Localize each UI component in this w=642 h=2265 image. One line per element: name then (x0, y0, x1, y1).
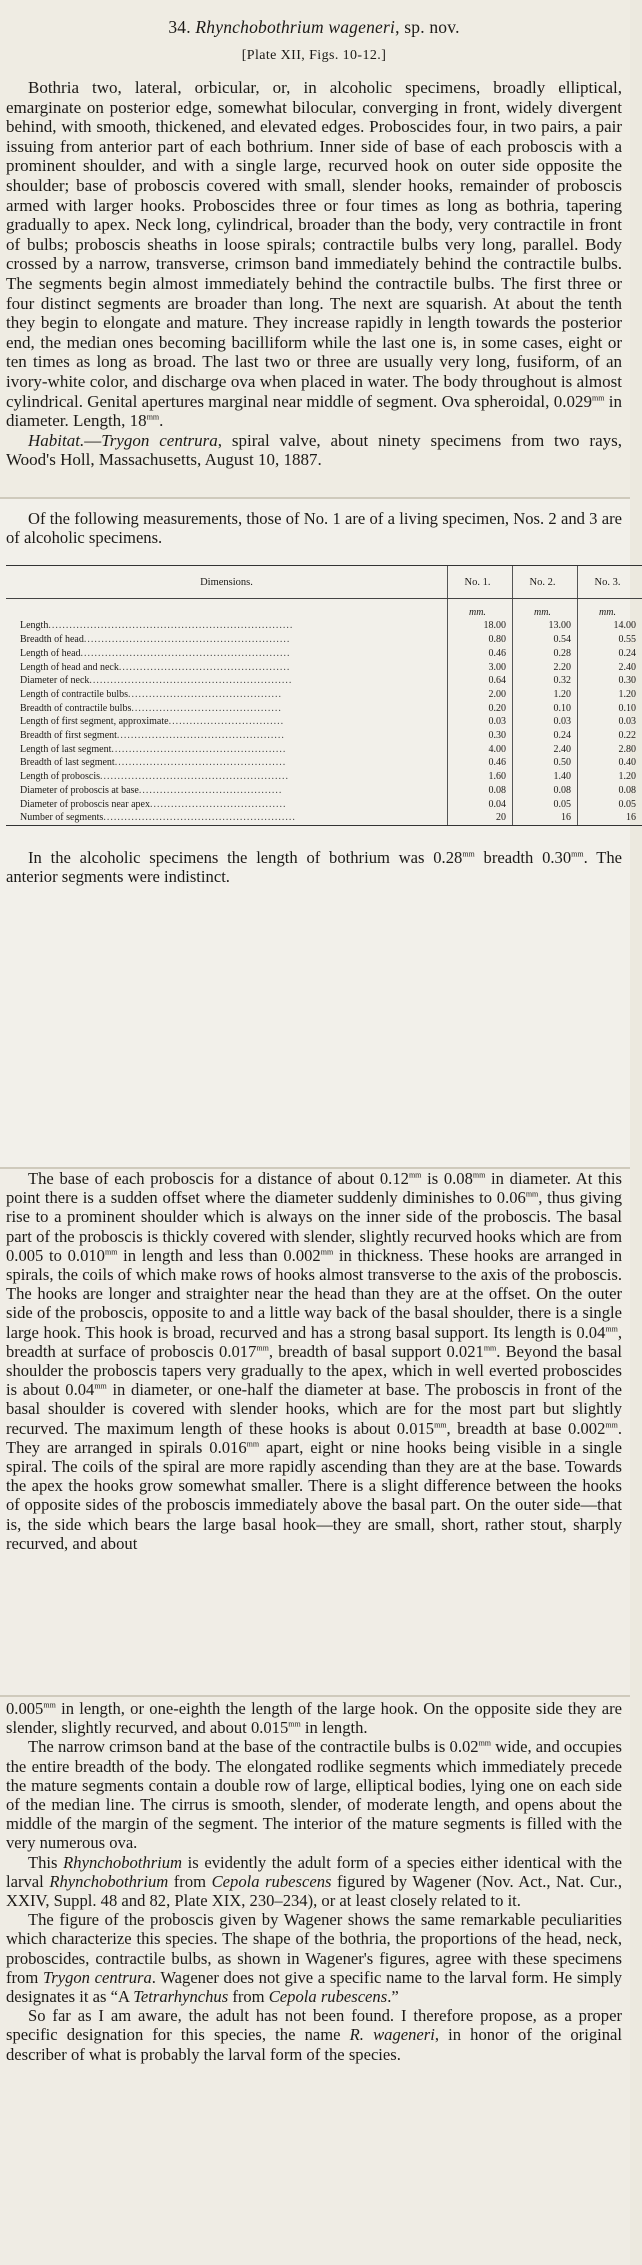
unit-mm: mm (94, 1381, 107, 1391)
table-row (6, 619, 642, 633)
text-run: from (228, 1987, 269, 2007)
row-label-text: Number of segments (20, 812, 104, 824)
text-run: in length and less than 0.002 (117, 1245, 321, 1265)
measurements-table (6, 565, 642, 826)
row-label (6, 798, 447, 812)
unit-mm: mm (571, 849, 584, 859)
text-run: So far as I am aware, the adult has not been found. I therefore propose, as a proper specific designation for this species, the name (6, 2006, 622, 2045)
title-number: 34. (168, 17, 196, 37)
value-cell: 0.46 (447, 756, 512, 770)
text-run: figured by Wagener (Nov. Act., Nat. Cur., XXIV, Suppl. 48 and 82, Plate XIX, 230–234), or at least closely related to it. (6, 1871, 622, 1911)
species-description-section (0, 0, 630, 497)
value-cell: 0.80 (447, 633, 512, 647)
habitat-dash: — (84, 430, 102, 450)
table-body (6, 599, 642, 826)
text-run: in diameter. At this point there is a sudden offset where the diameter suddenly diminishes to 0.06 (6, 1169, 623, 1208)
row-label-text: Length (20, 620, 49, 632)
value-cell: 13.00 (512, 619, 577, 633)
note-text: In the alcoholic specimens the length of bothrium was 0.28 (28, 847, 463, 867)
genus-name: Rhynchobothrium (63, 1852, 183, 1872)
unit-mm: mm (320, 1247, 334, 1257)
column-header: Dimensions. (6, 566, 447, 599)
table-row (6, 633, 642, 647)
row-label-text: Length of contractile bulbs (20, 688, 129, 700)
leader-dots: ....................................... (149, 798, 287, 810)
row-label-text: Breadth of head (20, 634, 84, 646)
text-run: in length, or one-eighth the length of the large hook. On the opposite side they are slender, slightly recurved, and about 0.015 (6, 1699, 622, 1738)
row-label (6, 661, 447, 675)
column-header: No. 3. (577, 566, 642, 599)
row-label (6, 811, 447, 825)
value-cell: 16 (577, 811, 642, 825)
row-label-text: Breadth of last segment (20, 757, 115, 769)
host-name: Cepola rubescens (211, 1871, 332, 1891)
row-label (6, 743, 447, 757)
table-row (6, 661, 642, 675)
unit-mm: mm (591, 392, 605, 402)
text-run: . They are arranged in spirals 0.016 (6, 1418, 622, 1457)
value-cell: 2.40 (512, 743, 577, 757)
table-row (6, 647, 642, 661)
value-cell: 0.28 (512, 647, 577, 661)
leader-dots: ......................................... (138, 784, 283, 796)
description-paragraph: Bothria two, lateral, orbicular, or, in alcoholic specimens, broadly elliptical, emarginate on posterior edge, somewhat bilocular, converging in front, widely divergent behind, with smooth, thickened, and elevated edges. Proboscides four, in two pairs, a pair issuing from anterior part of each bothrium. Inner side of base of each proboscis with a prominent shoulder, and with a single large, recurved hook on outer side opposite the shoulder; base of proboscis covered with small, slender hooks, remainder of proboscis armed with larger hooks. Proboscides three or four times as long as bothria, tapering gradually to apex. Neck long, cylindrical, broader than the body, very contractile in front of bulbs; proboscis sheaths in loose spirals; contractile bulbs very long, parallel. Body crossed by a narrow, transverse, crimson band immediately behind the contractile bulbs. The segments begin almost immediately behind the contractile bulbs. The first three or four distinct segments are broader than long. The next are squarish. At about the tenth they begin to elongate and mature. They increase rapidly in length towards the posterior end, the median ones becoming bacilliform while the last one is, in some cases, eight or ten times as long as broad. The last two or three are usually very long, fusiform, of an ivory-white color, and discharge ova when placed in water. The body throughout is almost cylindrical. Genital apertures marginal near middle of segment. Ova spheroidal, $0.029^{mm}$ in diameter. Length, $18^{mm}$. (6, 78, 622, 431)
value-cell: 0.04 (447, 798, 512, 812)
value-cell: 0.10 (577, 702, 642, 716)
unit-cell: mm. (512, 599, 577, 620)
value-cell: 0.03 (577, 715, 642, 729)
row-label (6, 770, 447, 784)
value-cell: 2.00 (447, 688, 512, 702)
table-row (6, 743, 642, 757)
value-cell: 0.32 (512, 674, 577, 688)
text-run: The figure of the proboscis given by Wagener shows the same remarkable peculiarities which characterize this species. The shape of the bothria, the proportions of the head, neck, proboscides, contractile bulbs, as shown in Wagener's figures, agree with these specimens from (6, 1910, 622, 1987)
value-cell: 2.20 (512, 661, 577, 675)
text-run: , thus giving rise to a prominent shoulder which is always on the inner side of the proboscis. The basal part of the proboscis is thickly covered with slender, slightly recurved hooks which are from 0.005 to 0.010 (6, 1188, 622, 1265)
measurements-intro: Of the following measurements, those of No. 1 are of a living specimen, Nos. 2 and 3 are of alcoholic specimens. (6, 509, 622, 548)
title-species-name: Rhynchobothrium wageneri (195, 17, 396, 37)
unit-mm: mm (605, 1420, 618, 1430)
row-label (6, 619, 447, 633)
naming-paragraph (6, 2006, 622, 2064)
title-suffix: , sp. nov. (395, 17, 460, 37)
species-title (6, 16, 622, 38)
text-run: apart, eight or nine hooks being visible in a single spiral. The coils of the spiral are more rapidly ascending than they are at the base. Towards the apex the hooks grow somewhat smaller. There is a slight difference between the hooks of opposite sides of the proboscis immediately above the basal part. On the outer side—that is, the side which bears the large basal hook—they are small, short, rather stout, sharply recurved, and about (6, 1437, 622, 1553)
row-label-text: Length of head (20, 647, 81, 659)
text-run: .” (387, 1987, 399, 2007)
wagener-figure-paragraph (6, 1910, 622, 2006)
text-run: , breadth of basal support 0.021 (268, 1341, 484, 1361)
value-cell: 2.40 (577, 661, 642, 675)
value-cell: 0.50 (512, 756, 577, 770)
column-header: No. 1. (447, 566, 512, 599)
row-label (6, 702, 447, 716)
leader-dots: ............................................................ (80, 647, 291, 659)
value-cell: 0.10 (512, 702, 577, 716)
value-cell: 0.30 (447, 729, 512, 743)
value-cell: 14.00 (577, 619, 642, 633)
unit-mm: mm (256, 1343, 269, 1353)
value-cell: 0.24 (512, 729, 577, 743)
units-row (6, 599, 642, 620)
table-row (6, 674, 642, 688)
row-label (6, 688, 447, 702)
unit-mm: mm (434, 1420, 447, 1430)
column-header: No. 2. (512, 566, 577, 599)
text-run: , breadth at surface of proboscis 0.017 (6, 1322, 622, 1361)
table-row (6, 784, 642, 798)
unit-mm: mm (288, 1719, 301, 1729)
value-cell: 1.60 (447, 770, 512, 784)
text-run: in thickness. These hooks are arranged in spirals, the coils of which make rows of hooks almost transverse to the axis of the proboscis. The hooks are longer and straighter near the head than they are at the offset. On the outer side of the proboscis, opposite to and a little way back of the basal shoulder, there is a single large hook. This hook is broad, recurved and has a strong basal support. Its length is 0.04 (6, 1245, 622, 1342)
proboscis-paragraph (6, 1169, 622, 1553)
row-label-text: Length of last segment (20, 743, 112, 755)
value-cell: 0.46 (447, 647, 512, 661)
species-name: R. wageneri (349, 2025, 435, 2045)
table-row (6, 798, 642, 812)
proboscis-section (0, 1169, 630, 1695)
row-label-text: Breadth of contractile bulbs (20, 702, 132, 714)
value-cell: 0.03 (512, 715, 577, 729)
unit-mm: mm (104, 1247, 118, 1257)
genus-name: Tetrarhynchus (133, 1987, 229, 2007)
row-label (6, 715, 447, 729)
text-run: in diameter, or one-half the diameter at base. The proboscis in front of the basal shoulder is covered with slender hooks, which are for the most part but slightly recurved. The maximum length of these hooks is about 0.015 (6, 1380, 622, 1438)
table-header-row (6, 566, 642, 599)
value-cell: 0.08 (512, 784, 577, 798)
value-cell: 0.03 (447, 715, 512, 729)
value-cell: 0.20 (447, 702, 512, 716)
length-text: in diameter. Length, 18 (6, 391, 622, 431)
row-label-text: Diameter of neck (20, 675, 90, 687)
table-row (6, 702, 642, 716)
table-row (6, 756, 642, 770)
description-text: Bothria two, lateral, orbicular, or, in alcoholic specimens, broadly elliptical, emarginate on posterior edge, somewhat bilocular, converging in front, widely divergent behind, with smooth, thickened, and elevated edges. Proboscides four, in two pairs, a pair issuing from anterior part of each bothrium. Inner side of base of each proboscis with a prominent shoulder, and with a single large, recurved hook on outer side opposite the shoulder; base of proboscis covered with small, slender hooks, remainder of proboscis armed with larger hooks. Proboscides three or four times as long as bothria, tapering gradually to apex. Neck long, cylindrical, broader than the body, very contractile in front of bulbs; proboscis sheaths in loose spirals; contractile bulbs very long, parallel. Body crossed by a narrow, transverse, crimson band immediately behind the contractile bulbs. The segments begin almost immediately behind the contractile bulbs. The first three or four distinct segments are broader than long. The next are squarish. At about the tenth they begin to elongate and mature. They increase rapidly in length towards the posterior end, the median ones becoming bacilliform while the last one is, in some cases, eight or ten times as long as broad. The last two or three are usually very long, fusiform, of an ivory-white color, and discharge ova when placed in water. The body throughout is almost cylindrical. Genital apertures marginal near middle of segment. Ova spheroidal, 0.029 (6, 78, 622, 411)
crimson-band-paragraph (6, 1737, 622, 1852)
text-run: . Wagener does not give a specific name to the larval form. He simply designates it as “A (6, 1967, 622, 2007)
host-name: Trygon centrura (42, 1967, 152, 1987)
habitat-host: Trygon centrura (101, 430, 218, 450)
value-cell: 1.40 (512, 770, 577, 784)
row-label-text: Diameter of proboscis near apex (20, 798, 150, 810)
unit-mm: mm (483, 1343, 497, 1353)
hook-length-paragraph (6, 1699, 622, 1737)
table-row (6, 729, 642, 743)
value-cell: 20 (447, 811, 512, 825)
text-run: , breadth at base 0.002 (446, 1418, 606, 1438)
text-run: 0.005 (6, 1699, 44, 1718)
table-row (6, 688, 642, 702)
text-run: . Beyond the basal shoulder the proboscis tapers very gradually to the apex, which in well everted proboscides is about 0.04 (6, 1341, 623, 1400)
value-cell: 0.05 (577, 798, 642, 812)
value-cell: 0.08 (577, 784, 642, 798)
leader-dots: ................................................. (114, 757, 287, 769)
row-label (6, 633, 447, 647)
value-cell: 0.55 (577, 633, 642, 647)
text-run: The narrow crimson band at the base of the contractile bulbs is 0.02 (28, 1737, 479, 1757)
text-run: , in honor of the original describer of what is probably the larval form of the species. (6, 2025, 622, 2064)
genus-name: Rhynchobothrium (49, 1871, 169, 1891)
value-cell: 0.08 (447, 784, 512, 798)
value-cell: 0.40 (577, 756, 642, 770)
note-text: . The anterior segments were indistinct. (6, 847, 623, 887)
text-run: The base of each proboscis for a distance of about 0.12 (28, 1169, 409, 1188)
text-run: from (168, 1871, 212, 1891)
leader-dots: ............................................ (128, 688, 283, 700)
text-run: is evidently the adult form of a species either identical with the larval (6, 1852, 622, 1891)
value-cell: 1.20 (577, 688, 642, 702)
plate-reference: [Plate XII, Figs. 10-12.] (241, 48, 387, 63)
text-run: This (28, 1852, 64, 1872)
value-cell: 16 (512, 811, 577, 825)
row-label (6, 647, 447, 661)
text-run: in length. (300, 1718, 368, 1738)
unit-mm: mm (246, 1439, 260, 1449)
row-label (6, 674, 447, 688)
row-label (6, 756, 447, 770)
value-cell: 0.24 (577, 647, 642, 661)
row-label-text: Length of proboscis (20, 771, 100, 783)
unit-mm: mm (43, 1700, 56, 1710)
leader-dots: ................................................. (118, 661, 291, 673)
row-label (6, 729, 447, 743)
leader-dots: ....................................................... (103, 812, 296, 824)
leader-dots: ...................................................................... (48, 620, 294, 632)
table-row (6, 811, 642, 825)
continuation-section (0, 1697, 630, 2265)
row-label-text: Diameter of proboscis at base (20, 784, 139, 796)
table-row (6, 770, 642, 784)
unit-mm: mm (478, 1738, 492, 1748)
leader-dots: .......................................................... (89, 675, 293, 687)
row-label-text: Breadth of first segment (20, 730, 117, 742)
value-cell: 0.22 (577, 729, 642, 743)
unit-mm: mm (605, 1324, 618, 1334)
leader-dots: ........................................... (131, 702, 282, 714)
unit-mm: mm (146, 412, 160, 422)
value-cell: 0.54 (512, 633, 577, 647)
leader-dots: ...................................................... (100, 771, 289, 783)
text-run: wide, and occupies the entire breadth of the body. The elongated rodlike segments which immediately precede the mature segments contain a double row of large, elliptical bodies, lying one on each side of the median line. The cirrus is smooth, slender, of moderate length, and opens about the middle of the margin of the segment. The interior of the mature segments is filled with the very numerous ova. (6, 1737, 622, 1853)
note-text: breadth 0.30 (474, 847, 572, 867)
value-cell: 3.00 (447, 661, 512, 675)
row-label-text: Length of head and neck (20, 661, 119, 673)
adult-form-paragraph (6, 1853, 622, 1911)
habitat-label: Habitat. (28, 430, 85, 450)
value-cell: 1.20 (577, 770, 642, 784)
unit-mm: mm (462, 849, 475, 859)
value-cell: 18.00 (447, 619, 512, 633)
value-cell: 4.00 (447, 743, 512, 757)
measurements-section (0, 499, 636, 1167)
text-run: is 0.08 (421, 1169, 473, 1188)
unit-mm: mm (525, 1189, 539, 1199)
alcoholic-note (6, 848, 622, 886)
leader-dots: ................................................ (116, 730, 285, 742)
unit-cell: mm. (447, 599, 512, 620)
row-label (6, 784, 447, 798)
habitat-paragraph (6, 431, 622, 470)
value-cell: 0.30 (577, 674, 642, 688)
table-row (6, 715, 642, 729)
unit-mm: mm (408, 1170, 422, 1180)
leader-dots: .................................................. (111, 743, 287, 755)
leader-dots: ........................................................... (83, 634, 291, 646)
host-name: Cepola rubescens (268, 1987, 388, 2007)
row-label-text: Length of first segment, approximate (20, 716, 169, 728)
value-cell: 0.05 (512, 798, 577, 812)
unit-mm: mm (472, 1170, 486, 1180)
habitat-text: , spiral valve, about ninety specimens from two rays, Wood's Holl, Massachusetts, August 10, 1887. (6, 430, 622, 470)
unit-cell: mm. (577, 599, 642, 620)
value-cell: 2.80 (577, 743, 642, 757)
value-cell: 1.20 (512, 688, 577, 702)
value-cell: 0.64 (447, 674, 512, 688)
leader-dots: ................................. (168, 716, 285, 728)
